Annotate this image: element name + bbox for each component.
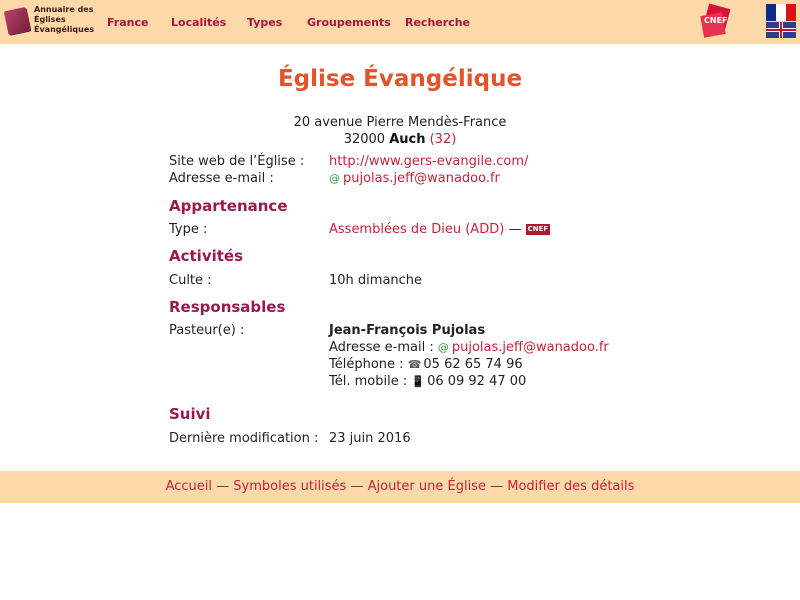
site-logo[interactable] [6, 5, 96, 39]
pasteur-email-link[interactable]: pujolas.jeff@wanadoo.fr [451, 340, 609, 355]
logo-text [34, 5, 94, 35]
cnef-logo-icon[interactable] [702, 6, 732, 36]
type-value [329, 221, 550, 238]
language-flag-icon[interactable] [766, 4, 796, 38]
culte-value: 10h dimanche [329, 273, 423, 288]
footer-link-modifier[interactable]: Modifier des détails [507, 479, 635, 494]
section-appartenance: Appartenance [169, 197, 288, 215]
flag-blue-stripe [766, 4, 776, 21]
website-label: Site web de l’Église : [169, 154, 305, 169]
flag-white-stripe [776, 4, 786, 21]
cnef-logo-text: CNEF [704, 16, 728, 25]
phone-number: 05 62 65 74 96 [423, 357, 523, 372]
nav-types[interactable]: Types [247, 16, 283, 29]
book-icon [4, 7, 31, 35]
nav-france[interactable]: France [107, 16, 149, 29]
section-responsables: Responsables [169, 298, 286, 316]
address-city: Auch [389, 132, 426, 147]
website-link[interactable]: http://www.gers-evangile.com/ [329, 154, 529, 169]
top-navigation-bar [0, 0, 800, 44]
footer-separator: — [216, 479, 230, 494]
mobile-label: Tél. mobile : [329, 374, 408, 389]
church-address [0, 114, 800, 148]
email-value [329, 170, 500, 187]
footer-separator: — [490, 479, 504, 494]
english-flag-icon[interactable] [766, 22, 796, 38]
logo-line-2: Églises [34, 15, 66, 24]
footer-link-symboles[interactable]: Symboles utilisés [233, 479, 347, 494]
logo-line-1: Annuaire des [34, 5, 94, 14]
nav-localites[interactable]: Localités [171, 16, 227, 29]
address-postal-code: 32000 [343, 132, 386, 147]
modified-label: Dernière modification : [169, 431, 319, 446]
footer-link-ajouter[interactable]: Ajouter une Église [367, 479, 486, 494]
email-label: Adresse e-mail : [169, 171, 274, 186]
flag-cross-v-red [780, 22, 782, 38]
section-suivi: Suivi [169, 405, 211, 423]
footer-links [0, 479, 800, 494]
email-link[interactable]: pujolas.jeff@wanadoo.fr [343, 171, 500, 186]
type-separator: — [508, 222, 522, 237]
pasteur-label: Pasteur(e) : [169, 323, 245, 338]
section-activites: Activités [169, 247, 244, 265]
type-label: Type : [169, 222, 208, 237]
culte-label: Culte : [169, 273, 212, 288]
telephone-icon: ☎ [407, 358, 422, 371]
pasteur-email-icon: @ [437, 341, 449, 354]
mobile-number: 06 09 92 47 00 [427, 374, 527, 389]
department-link[interactable]: (32) [429, 132, 457, 147]
nav-recherche[interactable]: Recherche [405, 16, 470, 29]
modified-value: 23 juin 2016 [329, 431, 411, 446]
pasteur-mobile-value [329, 373, 526, 390]
logo-line-3: Évangéliques [34, 25, 95, 34]
nav-groupements[interactable]: Groupements [307, 16, 391, 29]
cnef-tag-icon[interactable]: CNEF [527, 225, 549, 233]
pasteur-email-value [329, 339, 609, 356]
type-link[interactable]: Assemblées de Dieu (ADD) [329, 222, 505, 237]
email-icon: @ [329, 172, 340, 185]
pasteur-email-label: Adresse e-mail : [329, 340, 434, 355]
mobile-phone-icon: 📱 [411, 375, 426, 388]
pasteur-name: Jean-François Pujolas [329, 323, 486, 338]
phone-label: Téléphone : [329, 357, 404, 372]
footer-link-accueil[interactable]: Accueil [165, 479, 212, 494]
pasteur-phone-value [329, 356, 523, 373]
flag-red-stripe [786, 4, 796, 21]
address-street: 20 avenue Pierre Mendès-France [293, 115, 507, 130]
french-flag-icon[interactable] [766, 4, 796, 21]
footer-separator: — [350, 479, 364, 494]
address-city-line [0, 131, 800, 148]
page-title: Église Évangélique [277, 66, 523, 92]
